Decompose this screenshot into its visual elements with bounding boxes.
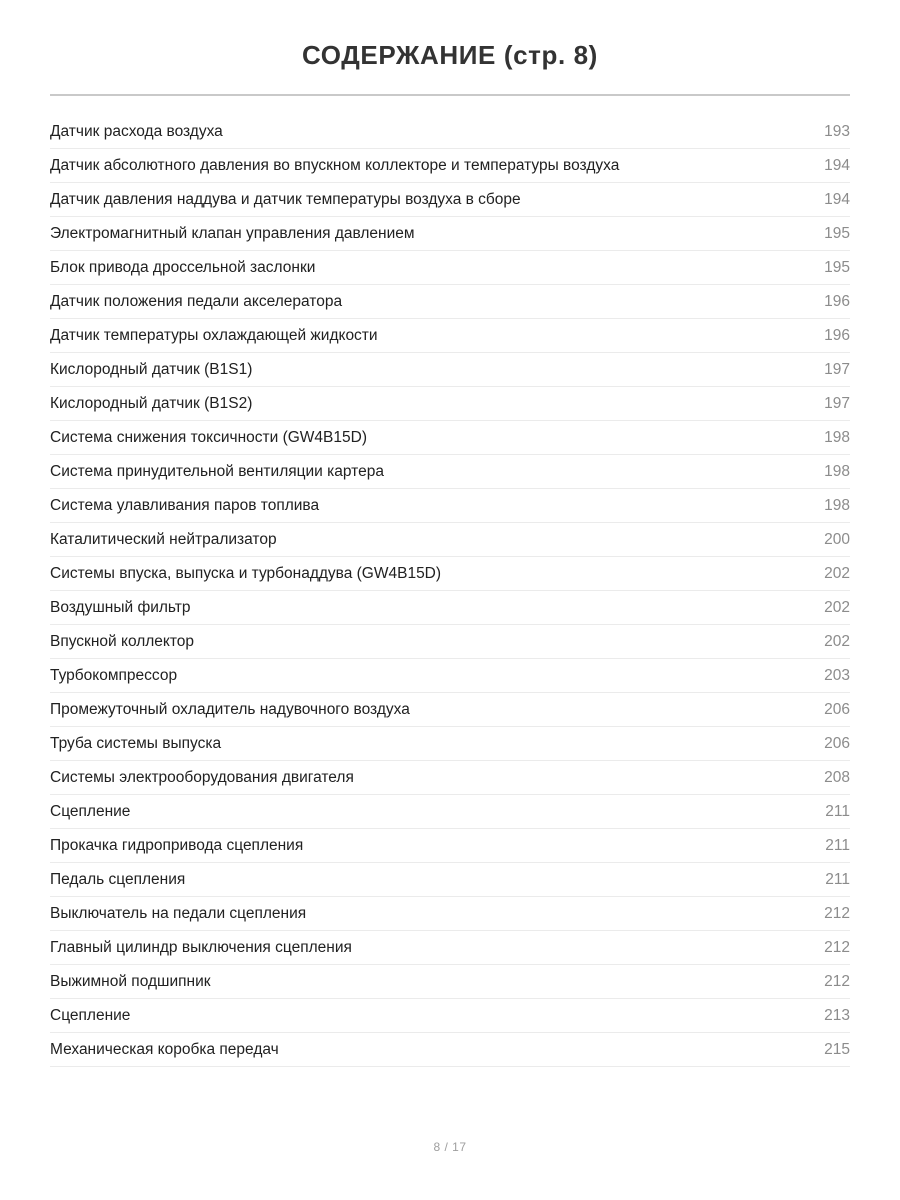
toc-entry[interactable] <box>50 319 850 353</box>
toc-entry[interactable] <box>50 863 850 897</box>
toc-entry-title: Прокачка гидропривода сцепления <box>50 837 304 854</box>
toc-entry-title: Кислородный датчик (B1S1) <box>50 361 253 378</box>
toc-entry[interactable] <box>50 421 850 455</box>
toc-entry-page-number: 202 <box>824 599 850 616</box>
toc-entry-page-number: 193 <box>824 123 850 140</box>
toc-entry-title: Выключатель на педали сцепления <box>50 905 307 922</box>
toc-entry-page-number: 212 <box>824 973 850 990</box>
toc-entry-title: Электромагнитный клапан управления давлением <box>50 225 415 242</box>
toc-entry-title: Каталитический нейтрализатор <box>50 531 277 548</box>
toc-entry[interactable] <box>50 353 850 387</box>
toc-entry-page-number: 198 <box>824 429 850 446</box>
toc-entry-page-number: 213 <box>824 1007 850 1024</box>
toc-entry-title: Датчик положения педали акселератора <box>50 293 343 310</box>
toc-entry-title: Педаль сцепления <box>50 871 186 888</box>
toc-entry-page-number: 206 <box>824 701 850 718</box>
toc-entry-title: Система улавливания паров топлива <box>50 497 320 514</box>
toc-entry-page-number: 202 <box>824 565 850 582</box>
toc-entry[interactable] <box>50 693 850 727</box>
toc-entry[interactable] <box>50 1033 850 1067</box>
toc-entry-page-number: 195 <box>824 225 850 242</box>
toc-entry-page-number: 211 <box>825 871 850 888</box>
toc-entry-page-number: 198 <box>824 463 850 480</box>
toc-entry[interactable] <box>50 183 850 217</box>
toc-entry-title: Датчик расхода воздуха <box>50 123 223 140</box>
toc-entry-title: Турбокомпрессор <box>50 667 178 684</box>
toc-entry-title: Системы электрооборудования двигателя <box>50 769 354 786</box>
toc-entry-page-number: 197 <box>824 361 850 378</box>
toc-entry[interactable] <box>50 149 850 183</box>
toc-entry-page-number: 212 <box>824 905 850 922</box>
toc-entry[interactable] <box>50 217 850 251</box>
toc-entry-page-number: 198 <box>824 497 850 514</box>
toc-entry-title: Воздушный фильтр <box>50 599 191 616</box>
toc-entry[interactable] <box>50 727 850 761</box>
toc-entry-page-number: 197 <box>824 395 850 412</box>
toc-entry-title: Сцепление <box>50 1007 131 1024</box>
toc-entry-title: Блок привода дроссельной заслонки <box>50 259 316 276</box>
toc-entry-page-number: 203 <box>824 667 850 684</box>
toc-entry-title: Датчик абсолютного давления во впускном коллекторе и температуры воздуха <box>50 157 620 174</box>
toc-entry[interactable] <box>50 115 850 149</box>
toc-entry[interactable] <box>50 931 850 965</box>
toc-entry[interactable] <box>50 999 850 1033</box>
toc-entry-page-number: 211 <box>825 803 850 820</box>
toc-entry-title: Промежуточный охладитель надувочного воздуха <box>50 701 410 718</box>
toc-entry[interactable] <box>50 455 850 489</box>
toc-entry-page-number: 200 <box>824 531 850 548</box>
toc-entry-title: Системы впуска, выпуска и турбонаддува (GW4B15D) <box>50 565 442 582</box>
page-footer: 8 / 17 <box>433 1140 467 1154</box>
toc-entry[interactable] <box>50 829 850 863</box>
toc-entry[interactable] <box>50 897 850 931</box>
table-of-contents <box>50 115 850 1067</box>
toc-entry[interactable] <box>50 625 850 659</box>
toc-entry-title: Система принудительной вентиляции картера <box>50 463 384 480</box>
toc-entry[interactable] <box>50 761 850 795</box>
toc-entry[interactable] <box>50 489 850 523</box>
toc-entry-page-number: 202 <box>824 633 850 650</box>
toc-entry[interactable] <box>50 387 850 421</box>
toc-entry-title: Датчик давления наддува и датчик температуры воздуха в сборе <box>50 191 521 208</box>
toc-entry-title: Выжимной подшипник <box>50 973 211 990</box>
toc-entry[interactable] <box>50 251 850 285</box>
toc-entry-title: Система снижения токсичности (GW4B15D) <box>50 429 367 446</box>
toc-entry-page-number: 194 <box>824 157 850 174</box>
toc-entry-title: Датчик температуры охлаждающей жидкости <box>50 327 378 344</box>
toc-entry-page-number: 212 <box>824 939 850 956</box>
toc-entry-title: Кислородный датчик (B1S2) <box>50 395 253 412</box>
toc-entry[interactable] <box>50 965 850 999</box>
page-title: СОДЕРЖАНИЕ (стр. 8) <box>302 40 598 70</box>
toc-entry[interactable] <box>50 591 850 625</box>
toc-entry-page-number: 211 <box>825 837 850 854</box>
toc-entry-page-number: 206 <box>824 735 850 752</box>
toc-entry-title: Труба системы выпуска <box>50 735 222 752</box>
toc-entry[interactable] <box>50 659 850 693</box>
toc-entry-page-number: 215 <box>824 1041 850 1058</box>
toc-entry[interactable] <box>50 523 850 557</box>
header-divider <box>50 94 850 96</box>
toc-entry[interactable] <box>50 557 850 591</box>
toc-entry-title: Механическая коробка передач <box>50 1041 279 1058</box>
toc-entry[interactable] <box>50 795 850 829</box>
toc-entry-page-number: 196 <box>824 327 850 344</box>
toc-entry-page-number: 195 <box>824 259 850 276</box>
toc-entry[interactable] <box>50 285 850 319</box>
toc-entry-title: Впускной коллектор <box>50 633 195 650</box>
toc-entry-title: Сцепление <box>50 803 131 820</box>
toc-entry-page-number: 196 <box>824 293 850 310</box>
toc-entry-page-number: 194 <box>824 191 850 208</box>
toc-entry-title: Главный цилиндр выключения сцепления <box>50 939 352 956</box>
toc-entry-page-number: 208 <box>824 769 850 786</box>
